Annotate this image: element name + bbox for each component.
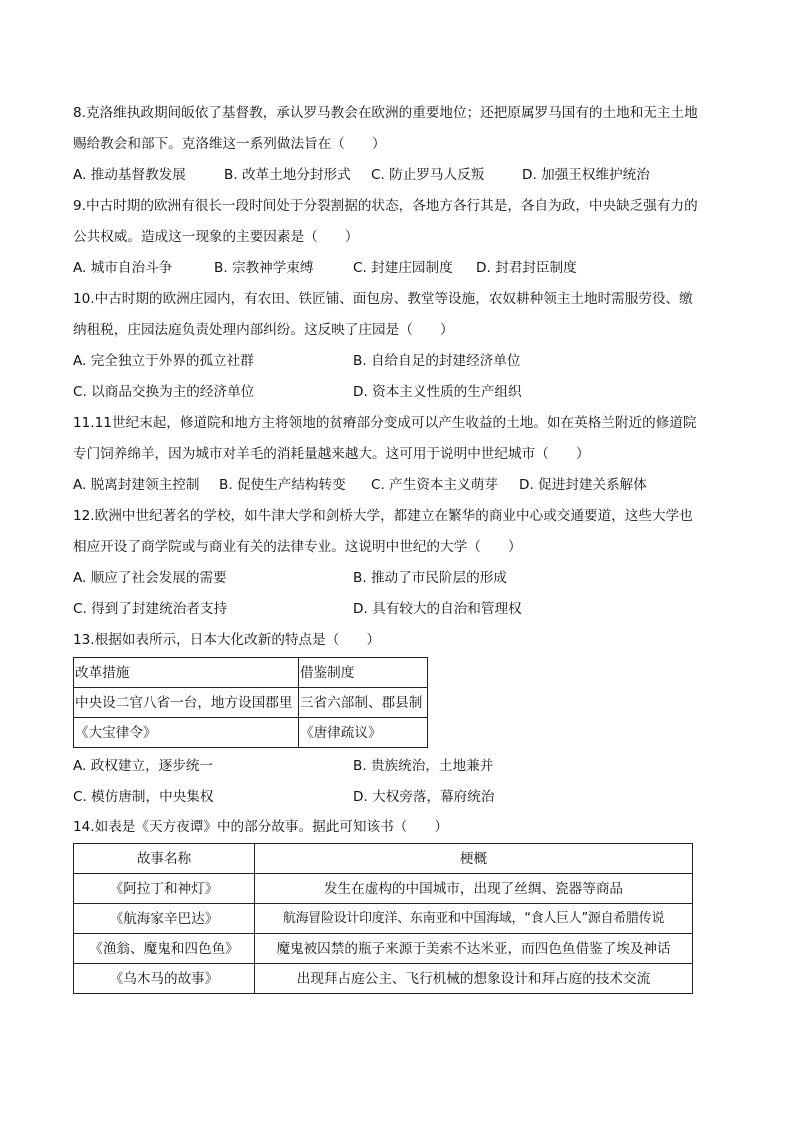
table-row (74, 964, 693, 994)
question-11-option-d: D. 促进封建关系解体 (519, 477, 647, 493)
question-8-option-c: C. 防止罗马人反叛 (371, 167, 485, 183)
question-11-option-a: A. 脱离封建领主控制 (73, 477, 200, 493)
question-11-option-c: C. 产生资本主义萌芽 (371, 477, 498, 493)
table-cell: 《大宝律令》 (74, 718, 299, 748)
question-10-options-row-1 (73, 352, 733, 370)
question-12-option-b: B. 推动了市民阶层的形成 (353, 570, 507, 586)
question-9-option-b: B. 宗教神学束缚 (214, 260, 314, 276)
question-10-text-line-1: 10.中古时期的欧洲庄园内，有农田、铁匠铺、面包房、教堂等设施，农奴耕种领主土地时需服劳役、缴 (73, 291, 693, 307)
table-row (74, 934, 693, 964)
question-8-option-a: A. 推动基督教发展 (73, 167, 186, 183)
question-13-option-c: C. 模仿唐制，中央集权 (73, 789, 214, 805)
question-9-text-line-2: 公共权威。造成这一现象的主要因素是（ ） (73, 229, 359, 245)
table-row (74, 874, 693, 904)
table-row (74, 844, 693, 874)
question-12-options-row-2 (73, 600, 733, 618)
table-row (74, 904, 693, 934)
question-13-text: 13.根据如表所示，日本大化改新的特点是（ ） (73, 632, 381, 648)
question-10-option-b: B. 自给自足的封建经济单位 (353, 353, 521, 369)
table-cell: 《阿拉丁和神灯》 (74, 874, 255, 904)
question-13-option-d: D. 大权旁落，幕府统治 (353, 789, 495, 805)
question-8-option-b: B. 改革土地分封形式 (224, 167, 351, 183)
table-header-cell: 改革措施 (74, 658, 299, 688)
question-12-text-line-1: 12.欧洲中世纪著名的学校，如牛津大学和剑桥大学，都建立在繁华的商业中心或交通要道，这些大学也 (73, 508, 693, 524)
table-cell: 发生在虚构的中国城市，出现了丝绸、瓷器等商品 (255, 874, 693, 904)
question-10-option-a: A. 完全独立于外界的孤立社群 (73, 353, 254, 369)
question-9-option-d: D. 封君封臣制度 (476, 260, 577, 276)
question-14-table (73, 843, 693, 994)
table-cell: 出现拜占庭公主、飞行机械的想象设计和拜占庭的技术交流 (255, 964, 693, 994)
question-11-text-line-1: 11.11世纪末起，修道院和地方主将领地的贫瘠部分变成可以产生收益的土地。如在英格兰附近的修道院 (73, 415, 697, 431)
question-13-table (73, 657, 428, 748)
question-8-option-d: D. 加强王权维护统治 (522, 167, 650, 183)
question-12-options-row-1 (73, 569, 733, 587)
table-header-cell: 梗概 (255, 844, 693, 874)
question-10-options-row-2 (73, 383, 733, 401)
table-cell: 三省六部制、郡县制 (299, 688, 428, 718)
question-10-option-c: C. 以商品交换为主的经济单位 (73, 384, 255, 400)
question-13-option-a: A. 政权建立，逐步统一 (73, 758, 214, 774)
table-cell: 《乌木马的故事》 (74, 964, 255, 994)
question-8-options (73, 166, 733, 184)
question-9-option-a: A. 城市自治斗争 (73, 260, 173, 276)
table-row (74, 718, 428, 748)
question-8-text-line-2: 赐给教会和部下。克洛维这一系列做法旨在（ ） (73, 136, 386, 152)
question-9-options (73, 259, 733, 277)
question-12-text-line-2: 相应开设了商学院或与商业有关的法律专业。这说明中世纪的大学（ ） (73, 539, 522, 555)
question-12-option-c: C. 得到了封建统治者支持 (73, 601, 228, 617)
question-9-text-line-1: 9.中古时期的欧洲有很长一段时间处于分裂割据的状态，各地方各行其是，各自为政，中央缺乏强有力的 (73, 198, 698, 214)
table-cell: 《渔翁、魔鬼和四色鱼》 (74, 934, 255, 964)
question-13-options-row-2 (73, 788, 733, 806)
question-12-option-d: D. 具有较大的自治和管理权 (353, 601, 522, 617)
question-13-option-b: B. 贵族统治，土地兼并 (353, 758, 494, 774)
table-row (74, 658, 428, 688)
table-cell: 魔鬼被囚禁的瓶子来源于美索不达米亚，而四色鱼借鉴了埃及神话 (255, 934, 693, 964)
question-12-option-a: A. 顺应了社会发展的需要 (73, 570, 227, 586)
question-10-option-d: D. 资本主义性质的生产组织 (353, 384, 522, 400)
table-cell: 中央设二官八省一台，地方设国郡里 (74, 688, 299, 718)
table-header-cell: 故事名称 (74, 844, 255, 874)
table-cell: 航海冒险设计印度洋、东南亚和中国海域，“食人巨人”源自希腊传说 (255, 904, 693, 934)
question-9-option-c: C. 封建庄园制度 (353, 260, 453, 276)
question-10-text-line-2: 纳租税，庄园法庭负责处理内部纠纷。这反映了庄园是（ ） (73, 322, 454, 338)
table-cell: 《唐律疏议》 (299, 718, 428, 748)
table-cell: 《航海家辛巴达》 (74, 904, 255, 934)
table-header-cell: 借鉴制度 (299, 658, 428, 688)
question-11-text-line-2: 专门饲养绵羊，因为城市对羊毛的消耗量越来越大。这可用于说明中世纪城市（ ） (73, 446, 590, 462)
question-8-text-line-1: 8.克洛维执政期间皈依了基督教，承认罗马教会在欧洲的重要地位；还把原属罗马国有的土地和无主土地 (73, 105, 698, 121)
question-11-option-b: B. 促使生产结构转变 (219, 477, 346, 493)
question-13-options-row-1 (73, 757, 733, 775)
question-11-options (73, 476, 733, 494)
question-14-text: 14.如表是《天方夜谭》中的部分故事。据此可知该书（ ） (73, 819, 449, 835)
table-row (74, 688, 428, 718)
